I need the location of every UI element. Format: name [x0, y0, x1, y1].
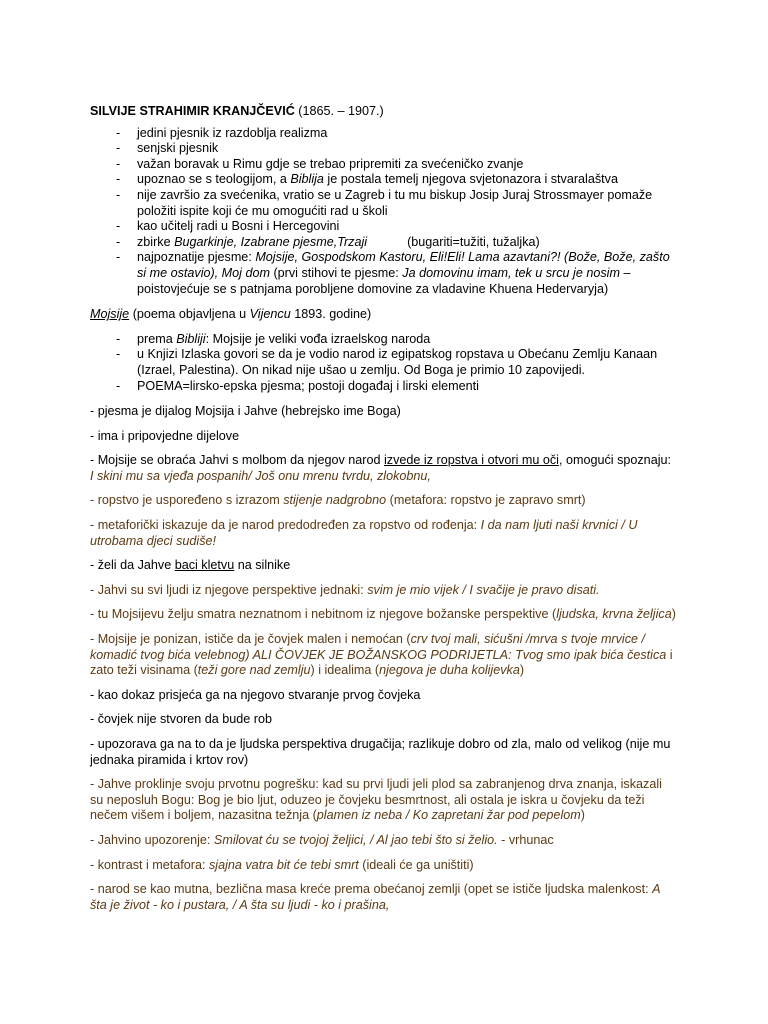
paragraph: - pjesma je dijalog Mojsija i Jahve (hebrejsko ime Boga) [90, 404, 401, 419]
mojsije-facts-list [90, 332, 676, 394]
section-heading-mojsije: Mojsije (poema objavljena u Vijencu 1893. godine) [90, 307, 372, 322]
paragraph: - čovjek nije stvoren da bude rob [90, 712, 273, 727]
paragraph: - Jahvi su svi ljudi iz njegove perspektive jednaki: svim je mio vijek / I svačije je pravo disati. [90, 582, 600, 597]
list-item: - zbirke Bugarkinje, Izabrane pjesme,Trzaji (bugariti=tužiti, tužaljka) [90, 235, 676, 251]
list-item: - važan boravak u Rimu gdje se trebao pripremiti za svećeničko zvanje [90, 157, 676, 173]
list-item: - u Knjizi Izlaska govori se da je vodio narod iz egipatskog ropstava u Obećanu Zemlju Kanaan (Izrael, Palestina). On nikad nije ušao u zemlju. Od Boga je primio 10 zapovijedi. [90, 347, 676, 378]
author-years: (1865. – 1907.) [298, 104, 384, 118]
list-item: - nije završio za svećenika, vratio se u Zagreb i tu mu biskup Josip Juraj Strossmayer pomaže položiti ispite koji će mu omogućiti rad u školi [90, 188, 676, 219]
paragraph: - Mojsije se obraća Jahvi s molbom da njegov narod izvede iz ropstva i otvori mu oči, omogući spoznaju: I skini mu sa vjeđa pospanih/ Još onu mrenu tvrdu, zlokobnu, [90, 453, 671, 483]
author-name: SILVIJE STRAHIMIR KRANJČEVIĆ [90, 104, 295, 118]
paragraph: - tu Mojsijevu želju smatra neznatnom i nebitnom iz njegove božanske perspektive (ljudska, krvna željica) [90, 607, 676, 622]
paragraph: - metaforički iskazuje da je narod predodređen za ropstvo od rođenja: I da nam ljuti naši krvnici / U utrobama djeci sudiše! [90, 518, 638, 548]
list-item: - najpoznatije pjesme: Mojsije, Gospodskom Kastoru, Eli!Eli! Lama azavtani?! (Bože, Bože, zašto si me ostavio), Moj dom (prvi stihovi te pjesme: Ja domovinu imam, tek u srcu je nosim – poistovjećuje se s patnjama porobljene domovine za vladavine Khuena Hedervaryja) [90, 250, 676, 297]
paragraph: - narod se kao mutna, bezlična masa kreće prema obećanoj zemlji (opet se ističe ljudska malenkost: A šta je život - ko i pustara, / A šta su ljudi - ko i prašina, [90, 882, 661, 912]
page-title [90, 104, 676, 120]
paragraph: - Mojsije je ponizan, ističe da je čovjek malen i nemoćan (crv tvoj mali, sićušni /mrva s tvoje mrvice / komadić tvog bića velebnog) ALI ČOVJEK JE BOŽANSKOG PODRIJETLA: Tvog smo ipak bića čestica i zato teži visinama (teži gore nad zemlju) i idealima (njegova je duha kolijevka) [90, 632, 673, 678]
author-facts-list [90, 126, 676, 298]
paragraph: - ima i pripovjedne dijelove [90, 428, 240, 443]
list-item: - upoznao se s teologijom, a Biblija je postala temelj njegova svjetonazora i stvaralaštva [90, 172, 676, 188]
paragraph: - kontrast i metafora: sjajna vatra bit će tebi smrt (ideali će ga uništiti) [90, 857, 474, 872]
list-item: - POEMA=lirsko-epska pjesma; postoji događaj i lirski elementi [90, 379, 676, 395]
list-item: - senjski pjesnik [90, 141, 676, 157]
paragraph: - želi da Jahve baci kletvu na silnike [90, 558, 291, 573]
paragraph: - Jahve proklinje svoju prvotnu pogrešku: kad su prvi ljudi jeli plod sa zabranjenog drva znanja, iskazali su neposluh Bogu: Bog je bio ljut, oduzeo je čovjeku besmrtnost, ali ostala je iskra u čovjeku da teži nečem višem i boljem, nazasitna težnja (plamen iz neba / Ko zapretani žar pod pepelom) [90, 777, 662, 823]
paragraph: - Jahvino upozorenje: Smilovat ću se tvojoj željici, / Al jao tebi što si želio. - vrhunac [90, 832, 554, 847]
list-item: - jedini pjesnik iz razdoblja realizma [90, 126, 676, 142]
list-item: - prema Bibliji: Mojsije je veliki vođa izraelskog naroda [90, 332, 676, 348]
paragraph: - upozorava ga na to da je ljudska perspektiva drugačija; razlikuje dobro od zla, malo od velikog (nije mu jednaka piramida i krtov rov) [90, 737, 671, 767]
paragraph: - kao dokaz prisjeća ga na njegovo stvaranje prvog čovjeka [90, 687, 421, 702]
list-item: - kao učitelj radi u Bosni i Hercegovini [90, 219, 676, 235]
document-page [90, 104, 676, 922]
paragraph: - ropstvo je uspoređeno s izrazom stijenje nadgrobno (metafora: ropstvo je zapravo smrt) [90, 493, 586, 508]
